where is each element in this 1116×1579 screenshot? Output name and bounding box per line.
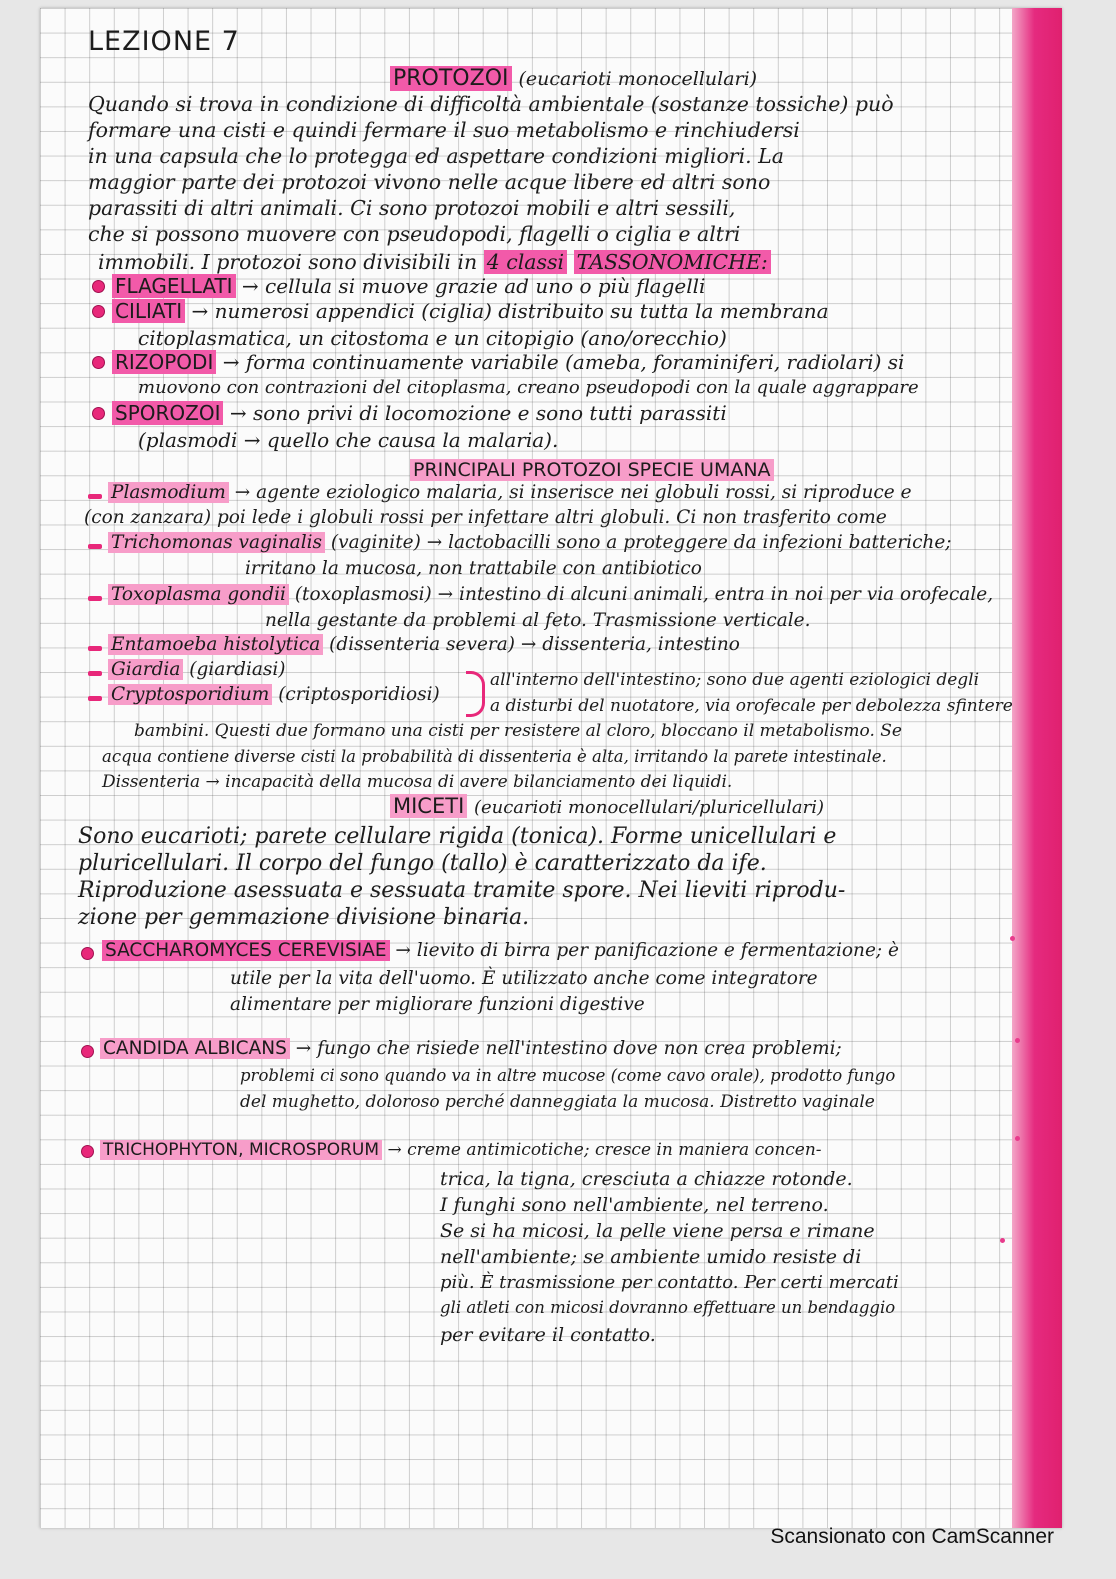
bullet-icon [82, 1146, 93, 1157]
principali-heading-row [410, 461, 774, 480]
fungus-name: TRICHOPHYTON, MICROSPORUM [100, 1140, 382, 1160]
fungus-desc-cont: per evitare il contatto. [440, 1324, 656, 1346]
species-item-trichomonas [108, 534, 952, 553]
notebook-page [40, 8, 1062, 1528]
species-desc-cont: nella gestante da problemi al feto. Trasmissione verticale. [265, 610, 811, 631]
species-item-cryptosporidium [108, 686, 440, 705]
fungus-item-saccharomyces [102, 942, 899, 961]
fungus-item-trichophyton [100, 1142, 822, 1159]
miceti-heading-row [390, 796, 824, 817]
protozoi-classes-line [98, 252, 771, 273]
fungus-desc: → lievito di birra per panificazione e fermentazione; è [395, 940, 899, 961]
species-item-plasmodium [108, 484, 912, 503]
class-item-sporozoi [112, 403, 727, 423]
protozoi-heading: PROTOZOI [390, 66, 512, 91]
fungus-desc-cont: utile per la vita dell'uomo. È utilizzato anche come integratore [230, 968, 818, 989]
principali-after-line: acqua contiene diverse cisti la probabilità di dissenteria è alta, irritando la parete intestinale. [102, 747, 887, 766]
principali-after-line: Dissenteria → incapacità della mucosa di avere bilanciamento dei liquidi. [102, 772, 733, 792]
species-desc: (criptosporidiosi) [278, 684, 440, 705]
classes-line-text: immobili. I protozoi sono divisibili in [98, 250, 478, 274]
curly-brace-icon [466, 671, 485, 717]
species-name: Trichomonas vaginalis [108, 532, 325, 553]
fungus-desc-cont: Se si ha micosi, la pelle viene persa e rimane [440, 1220, 875, 1242]
pink-mark-icon [1000, 1238, 1005, 1243]
class-desc-cont: (plasmodi → quello che causa la malaria). [138, 428, 559, 452]
bullet-icon [93, 357, 104, 368]
protozoi-intro-line: maggior parte dei protozoi vivono nelle acque libere ed altri sono [88, 170, 771, 194]
miceti-body-line: Sono eucarioti; parete cellulare rigida (tonica). Forme unicellulari e [78, 824, 837, 849]
miceti-heading-note: (eucarioti monocellulari/pluricellulari) [473, 797, 824, 818]
pink-mark-icon [1010, 936, 1015, 941]
class-item-rizopodi [112, 352, 904, 372]
species-item-toxoplasma [108, 586, 993, 605]
dash-icon [88, 671, 102, 676]
protozoi-intro-line: Quando si trova in condizione di difficoltà ambientale (sostanze tossiche) può [88, 92, 894, 116]
miceti-body-line: pluricellulari. Il corpo del fungo (tallo) è caratterizzato da ife. [78, 851, 767, 876]
principali-heading: PRINCIPALI PROTOZOI SPECIE UMANA [410, 459, 774, 481]
protozoi-intro-line: formare una cisti e quindi fermare il suo metabolismo e rinchiudersi [88, 118, 800, 142]
bullet-icon [93, 281, 104, 292]
class-desc: → cellula si muove grazie ad uno o più flagelli [241, 274, 706, 298]
fungus-desc-cont: alimentare per migliorare funzioni digestive [230, 994, 645, 1015]
bullet-icon [82, 948, 93, 959]
class-name: SPOROZOI [112, 401, 223, 425]
class-desc-cont: muovono con contrazioni del citoplasma, creano pseudopodi con la quale aggrappare [138, 377, 919, 398]
species-name: Cryptosporidium [108, 684, 272, 705]
fungus-desc-cont: trica, la tigna, cresciuta a chiazze rotonde. [440, 1168, 853, 1190]
pink-mark-icon [1015, 1038, 1020, 1043]
pink-mark-icon [1015, 1136, 1020, 1141]
class-item-flagellati [112, 276, 705, 296]
class-desc: → forma continuamente variabile (ameba, foraminiferi, radiolari) si [222, 350, 905, 374]
brace-text-line: a disturbi del nuotatore, via orofecale per debolezza sfintere [490, 696, 1013, 716]
species-name: Toxoplasma gondii [108, 584, 289, 605]
bullet-icon [82, 1046, 93, 1057]
notebook-binding [0, 0, 44, 1579]
class-desc-cont: citoplasmatica, un citostoma e un citopigio (ano/orecchio) [138, 326, 727, 350]
brace-text-line: all'interno dell'intestino; sono due agenti eziologici degli [490, 670, 980, 690]
fungus-desc-cont: nell'ambiente; se ambiente umido resiste di [440, 1246, 862, 1268]
fungus-desc-cont: del mughetto, doloroso perché danneggiata la mucosa. Distretto vaginale [240, 1092, 875, 1112]
class-name: FLAGELLATI [112, 274, 236, 298]
class-desc: → numerosi appendici (ciglia) distribuito su tutta la membrana [191, 299, 829, 323]
miceti-body-line: zione per gemmazione divisione binaria. [78, 905, 530, 930]
fungus-desc-cont: gli atleti con micosi dovranno effettuare un bendaggio [440, 1298, 896, 1317]
species-name: Giardia [108, 659, 183, 680]
bullet-icon [93, 306, 104, 317]
species-desc: (vaginite) → lactobacilli sono a proteggere da infezioni batteriche; [330, 532, 952, 553]
fungus-item-candida [100, 1040, 842, 1059]
species-desc: (toxoplasmosi) → intestino di alcuni animali, entra in noi per via orofecale, [294, 584, 994, 605]
species-name: Entamoeba histolytica [108, 634, 323, 655]
principali-after-line: bambini. Questi due formano una cisti per resistere al cloro, bloccano il metabolismo. Se [134, 721, 902, 741]
species-item-giardia [108, 661, 286, 680]
species-item-entamoeba [108, 636, 740, 655]
classes-tassonomiche-highlight: TASSONOMICHE: [574, 250, 771, 274]
species-desc: (giardiasi) [189, 659, 286, 680]
miceti-body-line: Riproduzione asessuata e sessuata tramite spore. Nei lieviti riprodu- [78, 878, 846, 903]
protozoi-heading-note: (eucarioti monocellulari) [518, 68, 758, 90]
dash-icon [88, 596, 102, 601]
protozoi-intro-line: che si possono muovere con pseudopodi, flagelli o ciglia e altri [88, 222, 741, 246]
fungus-desc: → creme antimicotiche; cresce in maniera concen- [387, 1140, 822, 1160]
protozoi-heading-row [390, 68, 757, 90]
class-item-ciliati [112, 301, 829, 321]
fungus-name: SACCHAROMYCES CEREVISIAE [102, 940, 390, 961]
fungus-name: CANDIDA ALBICANS [100, 1038, 290, 1059]
dash-icon [88, 696, 102, 701]
fungus-desc-cont: più. È trasmissione per contatto. Per certi mercati [440, 1272, 899, 1293]
scanner-watermark: Scansionato con CamScanner [770, 1525, 1054, 1548]
dash-icon [88, 646, 102, 651]
dash-icon [88, 494, 102, 499]
species-name: Plasmodium [108, 482, 229, 503]
classes-count-highlight: 4 classi [484, 250, 567, 274]
species-desc: (dissenteria severa) → dissenteria, intestino [329, 634, 740, 655]
species-desc: → agente eziologico malaria, si inserisce nei globuli rossi, si riproduce e [234, 482, 912, 503]
class-name: CILIATI [112, 299, 185, 323]
class-name: RIZOPODI [112, 350, 216, 374]
class-desc: → sono privi di locomozione e sono tutti parassiti [229, 401, 727, 425]
bullet-icon [93, 408, 104, 419]
miceti-heading: MICETI [390, 794, 467, 818]
species-desc-cont: (con zanzara) poi lede i globuli rossi per infettare altri globuli. Ci non trasferito come [84, 507, 887, 528]
dash-icon [88, 544, 102, 549]
protozoi-intro-line: parassiti di altri animali. Ci sono protozoi mobili e altri sessili, [88, 196, 736, 220]
protozoi-intro-line: in una capsula che lo protegga ed aspettare condizioni migliori. La [88, 144, 785, 168]
fungus-desc-cont: I funghi sono nell'ambiente, nel terreno. [440, 1194, 829, 1216]
pink-page-edge [1012, 8, 1062, 1528]
lesson-title: LEZIONE 7 [88, 26, 240, 57]
fungus-desc-cont: problemi ci sono quando va in altre mucose (come cavo orale), prodotto fungo [240, 1066, 896, 1085]
species-desc-cont: irritano la mucosa, non trattabile con antibiotico [245, 558, 702, 579]
fungus-desc: → fungo che risiede nell'intestino dove non crea problemi; [295, 1038, 842, 1059]
